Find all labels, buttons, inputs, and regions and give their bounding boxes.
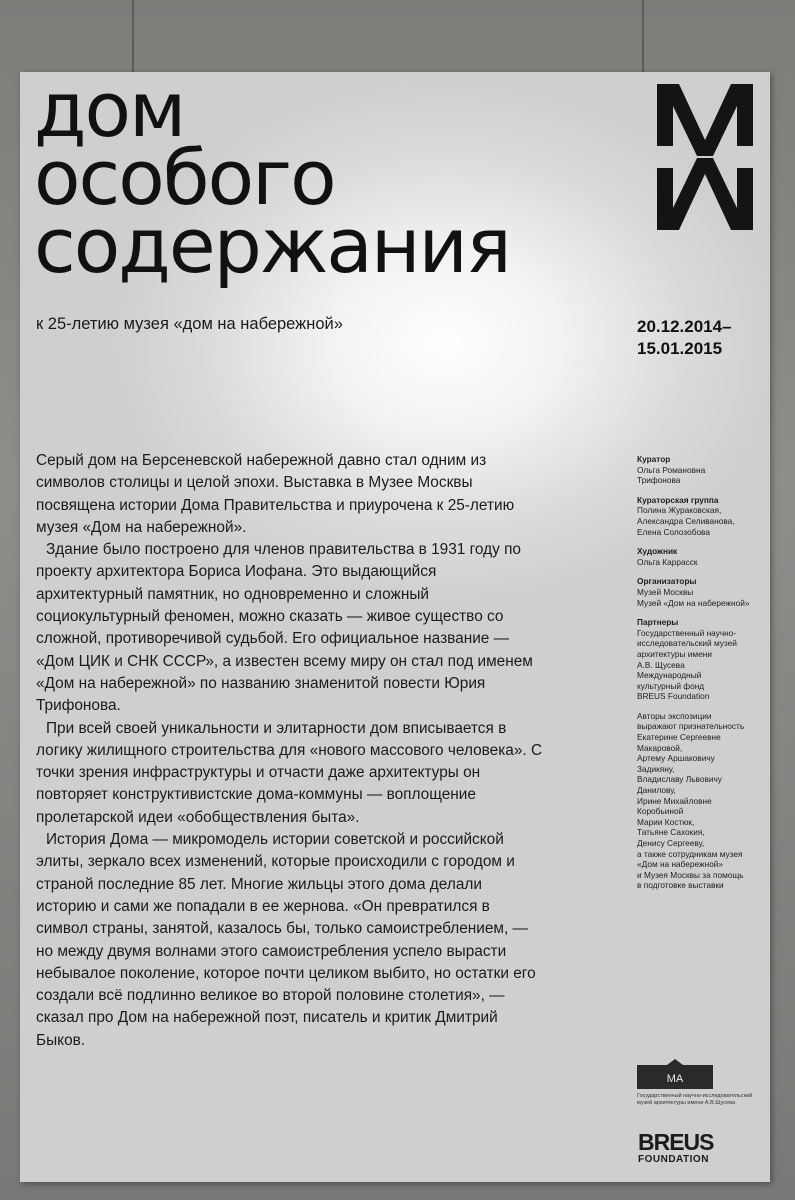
credit-line: Данилову,	[637, 785, 676, 796]
credit-role: Кураторская группа	[637, 494, 719, 505]
credit-line: Ольга Романовна	[637, 464, 706, 475]
credit-line: Марии Костюк,	[637, 816, 695, 827]
main-description	[36, 450, 546, 1052]
credit-line: Полина Жураковская,	[637, 505, 722, 516]
credit-line: Александра Селиванова,	[637, 515, 735, 526]
credit-block	[637, 576, 765, 608]
hanging-wire-right	[642, 0, 644, 74]
credit-block	[637, 711, 765, 891]
poster-title	[34, 72, 510, 290]
credit-line: Макаровой,	[637, 742, 683, 753]
credit-line: Международный	[637, 670, 702, 681]
credit-line: Владиславу Львовичу	[637, 774, 722, 785]
exhibition-dates	[637, 316, 732, 360]
credit-line: Трифонова	[637, 475, 681, 486]
paragraph: При всей своей уникальности и элитарности дом вписывается в логику жилищного строительства для «нового массового человека». С точки зрения инфраструктуры и отчасти даже архитектуры он повторяет конструктивистские дома-коммуны — воплощение пролетарской идеи «обобществления быта».	[36, 719, 543, 826]
credit-line: Ирине Михайловне	[637, 795, 712, 806]
paragraph: Здание было построено для членов правительства в 1931 году по проекту архитектора Бориса Иофана. Это выдающийся архитектурный памятник, но одновременно и сложный социокультурный феномен, можно сказать — живое существо со сложной, противоречивой судьбой. Его официальное название — «Дом ЦИК и СНК СССР», а известен всему миру он стал под именем «Дом на набережной» по названию знаменитой повести Юрия Трифонова.	[36, 541, 533, 715]
credit-line: исследовательский музей	[637, 638, 737, 649]
credit-line: Артему Аршаковичу	[637, 753, 715, 764]
credit-line: а также сотрудникам музея	[637, 848, 743, 859]
credit-line: Музей Москвы	[637, 586, 694, 597]
paragraph: История Дома — микромодель истории советской и российской элиты, зеркало всех изменений, которые происходили с городом и страной последние 85 лет. Многие жильцы этого дома делали историю и сами же попадали в ее жернова. «Он превратился в символ страны, занятой, казалось бы, только самоистреблением, — но между двумя волнами этого самоистребления успело вырасти небывалое поколение, которое почти целиком выбито, но остатки его создали всё подлинно великое во второй половине столетия», — сказал про Дом на набережной поэт, писатель и критик Дмитрий Быков.	[36, 831, 536, 1049]
credit-block	[637, 546, 765, 567]
credit-line: BREUS Foundation	[637, 691, 710, 702]
credit-role: Партнеры	[637, 617, 679, 628]
title-line: содержания	[34, 201, 510, 290]
credit-role: Организаторы	[637, 576, 697, 587]
ma-logo-caption: Государственный научно-исследовательский музей архитектуры имени А.В.Щусева	[637, 1093, 753, 1106]
hanging-wire-left	[132, 0, 134, 74]
ma-logo-mark: MA	[637, 1065, 713, 1089]
credit-role: Куратор	[637, 454, 671, 464]
date-start: 20.12.2014–	[637, 317, 732, 336]
credits-column	[637, 454, 765, 900]
credit-line: Музей «Дом на набережной»	[637, 597, 750, 608]
credit-line: культурный фонд	[637, 680, 705, 691]
breus-logo-line1: BREUS	[638, 1129, 714, 1155]
breus-logo-line2: FOUNDATION	[638, 1154, 709, 1165]
credit-line: «Дом на набережной»	[637, 859, 724, 870]
credit-line: Задикяну,	[637, 763, 675, 774]
credit-block	[637, 617, 765, 702]
credit-role: Художник	[637, 546, 678, 557]
credit-line: выражают признательность	[637, 721, 745, 732]
credit-line: Денису Сергееву,	[637, 838, 705, 848]
mm-logo-icon	[657, 84, 753, 230]
paragraph: Серый дом на Берсеневской набережной давно стал одним из символов столицы и целой эпохи. Выставка в Музее Москвы посвящена истории Дома Правительства и приурочена к 25-летию музея «Дом на набережной».	[36, 452, 515, 536]
museum-architecture-logo-icon	[637, 1065, 757, 1107]
credit-line: Ольга Каррасск	[637, 556, 698, 567]
credit-line: и Музея Москвы за помощь	[637, 869, 744, 880]
credit-line: Екатерине Сергеевне	[637, 732, 721, 743]
exhibition-poster	[20, 72, 770, 1182]
credit-line: А.В. Щусева	[637, 659, 685, 670]
credit-line: Татьяне Сахокия,	[637, 827, 705, 838]
poster-subtitle: к 25-летию музея «дом на набережной»	[36, 315, 343, 333]
credit-line: Государственный научно-	[637, 627, 737, 638]
title-line: особого	[34, 133, 335, 222]
breus-foundation-logo	[638, 1130, 714, 1166]
credit-block	[637, 495, 765, 537]
credit-line: архитектуры имени	[637, 648, 712, 659]
credit-block	[637, 454, 765, 486]
date-end: 15.01.2015	[637, 339, 723, 358]
credit-line: Коробьиной	[637, 806, 684, 817]
credit-line: в подготовке выставки	[637, 880, 724, 891]
credit-line: Елена Солозобова	[637, 526, 710, 537]
credit-line: Авторы экспозиции	[637, 710, 712, 721]
title-line: дом	[34, 72, 185, 154]
